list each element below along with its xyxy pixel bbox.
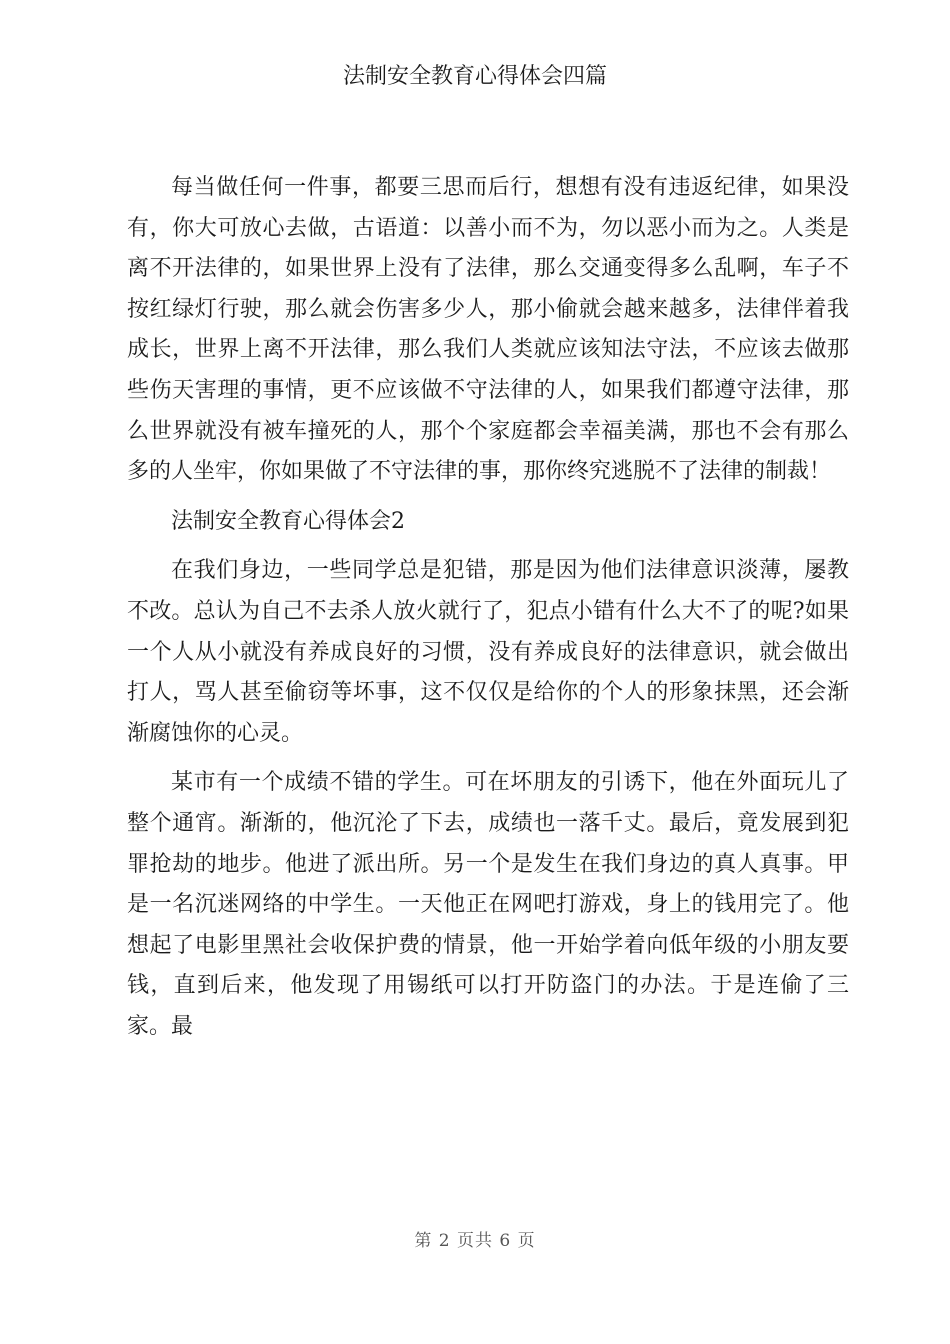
body-paragraph-3: 某市有一个成绩不错的学生。可在坏朋友的引诱下，他在外面玩儿了整个通宵。渐渐的，他沉沦了下去，成绩也一落千丈。最后，竟发展到犯罪抢劫的地步。他进了派出所。另一个是发生在我们身边的真人真事。甲是一名沉迷网络的中学生。一天他正在网吧打游戏，身上的钱用完了。他想起了电影里黑社会收保护费的情景，他一开始学着向低年级的小朋友要钱，直到后来，他发现了用锡纸可以打开防盗门的办法。于是连偷了三家。最 — [127, 770, 849, 1039]
document-title: 法制安全教育心得体会四篇 — [342, 64, 607, 89]
page-number-footer: 第 2 页共 6 页 — [414, 1231, 536, 1251]
body-paragraph-1: 每当做任何一件事，都要三思而后行，想想有没有违返纪律，如果没有，你大可放心去做，古语道：以善小而不为，勿以恶小而为之。人类是离不开法律的，如果世界上没有了法律，那么交通变得多么乱啊，车子不按红绿灯行驶，那么就会伤害多少人，那小偷就会越来越多，法律伴着我成长，世界上离不开法律，那么我们人类就应该知法守法，不应该去做那些伤天害理的事情，更不应该做不守法律的人，如果我们都遵守法律，那么世界就没有被车撞死的人，那个个家庭都会幸福美满，那也不会有那么多的人坐牢，你如果做了不守法律的事，那你终究逃脱不了法律的制裁！ — [127, 175, 849, 485]
body-paragraph-2: 在我们身边，一些同学总是犯错，那是因为他们法律意识淡薄，屡教不改。总认为自己不去杀人放火就行了，犯点小错有什么大不了的呢?如果一个人从小就没有养成良好的习惯，没有养成良好的法律意识，就会做出打人，骂人甚至偷窃等坏事，这不仅仅是给你的个人的形象抹黑，还会渐渐腐蚀你的心灵。 — [127, 558, 849, 746]
section-heading-2: 法制安全教育心得体会2 — [171, 508, 405, 534]
document-body — [127, 168, 849, 1047]
